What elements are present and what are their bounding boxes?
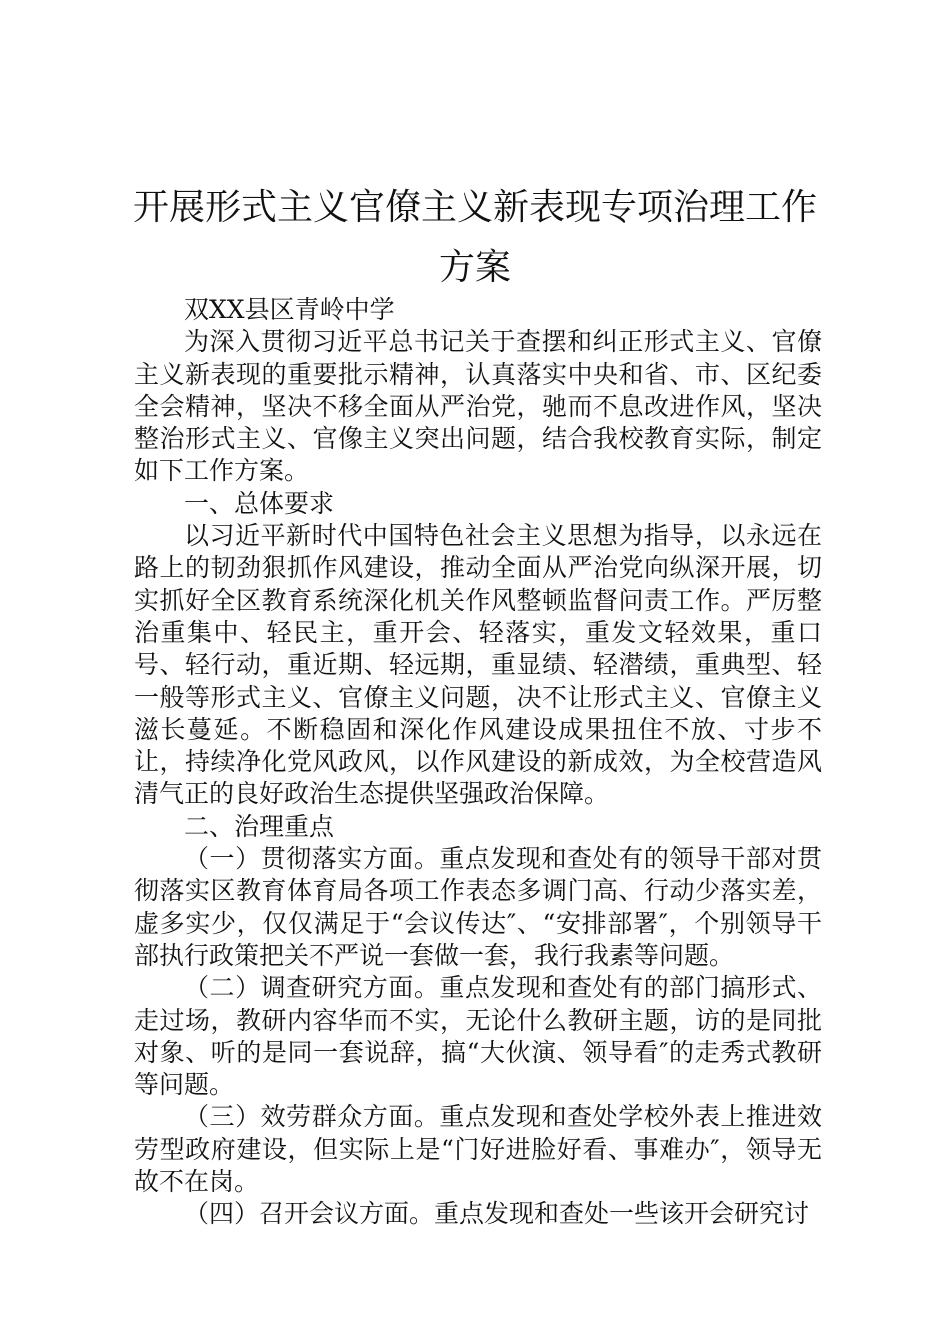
document-body <box>134 294 822 1231</box>
focus-item-implementation: （一）贯彻落实方面。重点发现和查处有的领导干部对贯彻落实区教育体育局各项工作表态多调门高、行动少落实差，虚多实少，仅仅满足于“会议传达″、“安排部署″，个别领导干部执行政策把关不严说一套做一套，我行我素等问题。 <box>134 844 822 970</box>
document-title: 开展形式主义官僚主义新表现专项治理工作方案 <box>132 187 817 288</box>
intro-paragraph: 为深入贯彻习近平总书记关于查摆和纠正形式主义、官僚主义新表现的重要批示精神，认真落实中央和省、市、区纪委全会精神，坚决不移全面从严治党，驰而不息改进作风，坚决整治形式主义、官像主义突出问题，结合我校教育实际，制定如下工作方案。 <box>134 327 822 486</box>
focus-item-meetings: （四）召开会议方面。重点发现和查处一些该开会研究讨 <box>184 1199 810 1229</box>
focus-item-research: （二）调查研究方面。重点发现和查处有的部门搞形式、走过场，教研内容华而不实，无论什么教研主题，访的是同批对象、听的是同一套说辞，搞“大伙演、领导看″的走秀式教研等问题。 <box>134 973 822 1100</box>
focus-item-service: （三）效劳群众方面。重点发现和查处学校外表上推进效劳型政府建设，但实际上是“门好进脸好看、事难办″，领导无故不在岗。 <box>134 1102 822 1197</box>
section-heading-general-requirements: 一、总体要求 <box>184 488 335 518</box>
general-requirements-paragraph: 以习近平新时代中国特色社会主义思想为指导，以永远在路上的韧劲狠抓作风建设，推动全面从严治党向纵深开展，切实抓好全区教育系统深化机关作风整顿监督问责工作。严厉整治重集中、轻民主，重开会、轻落实，重发文轻效果，重口号、轻行动，重近期、轻远期，重显绩、轻潜绩，重典型、轻一般等形式主义、官僚主义问题，决不让形式主义、官僚主义滋长蔓延。不断稳固和深化作风建设成果扭住不放、寸步不让，持续净化党风政风，以作风建设的新成效，为全校营造风清气正的良好政治生态提供坚强政治保障。 <box>134 521 822 809</box>
section-heading-governance-focus: 二、治理重点 <box>184 811 335 841</box>
school-name: 双XX县区青岭中学 <box>184 295 395 324</box>
